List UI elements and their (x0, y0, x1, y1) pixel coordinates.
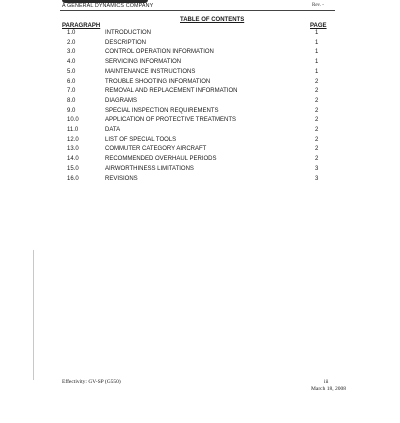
toc-row (0, 97, 400, 107)
toc-row (0, 78, 400, 88)
toc-row-number: 10.0 (67, 117, 79, 124)
toc-row-number: 12.0 (67, 136, 79, 143)
toc-row-page: 2 (315, 127, 319, 133)
toc-row-number: 6.0 (67, 78, 76, 85)
toc-row-page: 3 (315, 165, 319, 172)
toc-row-page: 1 (315, 59, 319, 66)
toc-row-title: REVISIONS (105, 175, 138, 182)
toc-row (0, 136, 400, 146)
toc-row-number: 14.0 (67, 156, 79, 163)
binding-line (33, 250, 34, 380)
toc-row-number: 15.0 (67, 165, 79, 172)
toc-row-page: 2 (315, 136, 319, 143)
footer-page-number: iii (324, 379, 329, 385)
toc-row-page: 2 (315, 97, 319, 104)
toc-row (0, 68, 400, 78)
toc-row-title: DIAGRAMS (105, 97, 138, 104)
toc-row-page: 2 (315, 117, 319, 124)
toc-row-title: DATA (105, 127, 121, 133)
toc-row-title: CONTROL OPERATION INFORMATION (105, 49, 214, 56)
header-revision: Rev. - (312, 3, 324, 8)
toc-row-title: DESCRIPTION (105, 39, 147, 46)
toc-row-title: INTRODUCTION (105, 30, 151, 36)
toc-row-title: REMOVAL AND REPLACEMENT INFORMATION (105, 88, 238, 95)
toc-row-page: 1 (315, 49, 319, 56)
footer-effectivity: Effectivity: GV-SP (G550) (62, 379, 121, 385)
toc-row (0, 116, 400, 126)
column-header-paragraph: PARAGRAPH (62, 23, 101, 29)
toc-row-page: 2 (315, 88, 319, 95)
column-header-page: PAGE (310, 23, 400, 423)
toc-row (0, 175, 400, 185)
toc-row-title: RECOMMENDED OVERHAUL PERIODS (105, 156, 217, 163)
toc-row (0, 39, 400, 49)
toc-row-page: 2 (315, 156, 319, 163)
toc-row-number: 3.0 (67, 49, 76, 56)
toc-row-title: LIST OF SPECIAL TOOLS (105, 136, 177, 143)
toc-row-number: 11.0 (67, 127, 79, 133)
toc-row (0, 29, 400, 39)
toc-row (0, 126, 400, 136)
footer-date: March 18, 2008 (311, 386, 346, 392)
toc-row (0, 165, 400, 175)
toc-row-number: 8.0 (67, 97, 76, 104)
toc-row-title: MAINTENANCE INSTRUCTIONS (105, 68, 196, 75)
toc-row-page: 2 (315, 78, 319, 85)
toc-row-page: 1 (315, 39, 319, 46)
toc-row-number: 9.0 (67, 107, 76, 114)
toc-title: TABLE OF CONTENTS (180, 17, 245, 23)
toc-row-number: 5.0 (67, 68, 76, 75)
toc-row-title: AIRWORTHINESS LIMITATIONS (105, 165, 194, 172)
toc-row-number: 2.0 (67, 39, 76, 46)
toc-row (0, 155, 400, 165)
toc-row (0, 48, 400, 58)
toc-row-page: 2 (315, 146, 319, 153)
header-company: A GENERAL DYNAMICS COMPANY (62, 3, 154, 9)
toc-row-title: APPLICATION OF PROTECTIVE TREATMENTS (105, 117, 237, 124)
toc-row-number: 13.0 (67, 146, 79, 153)
toc-row-title: SPECIAL INSPECTION REQUIREMENTS (105, 107, 219, 114)
toc-row-page: 1 (315, 30, 319, 36)
toc-row (0, 107, 400, 117)
toc-row-page: 2 (315, 107, 319, 114)
toc-row-number: 16.0 (67, 175, 79, 182)
toc-row-number: 1.0 (67, 30, 76, 36)
toc-row (0, 58, 400, 68)
toc-row-title: SERVICING INFORMATION (105, 59, 182, 66)
toc-row (0, 87, 400, 97)
toc-row-page: 3 (315, 175, 319, 182)
toc-row (0, 145, 400, 155)
toc-row-page: 1 (315, 68, 319, 75)
toc-row-number: 4.0 (67, 59, 76, 66)
toc-row-number: 7.0 (67, 88, 76, 95)
toc-row-title: COMMUTER CATEGORY AIRCRAFT (105, 146, 207, 153)
header-rule (60, 10, 335, 11)
toc-row-title: TROUBLE SHOOTING INFORMATION (105, 78, 211, 85)
